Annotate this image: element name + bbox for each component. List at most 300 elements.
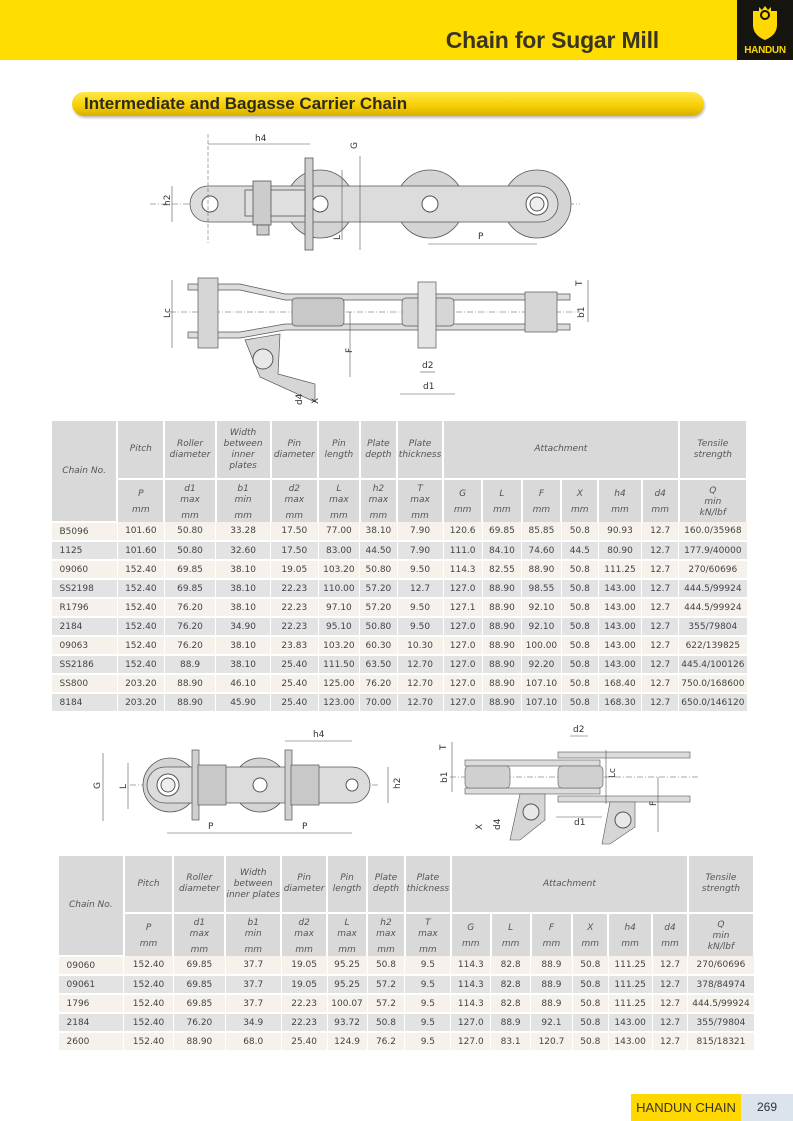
- table-cell: 143.00: [608, 1032, 652, 1051]
- table-cell: 111.25: [608, 956, 652, 975]
- table-cell: 74.60: [522, 541, 562, 560]
- col-pin-diameter: Pin diameter: [281, 856, 327, 913]
- table-cell: 9.50: [397, 617, 443, 636]
- table-cell: 12.7: [652, 956, 688, 975]
- table-cell: 84.10: [482, 541, 521, 560]
- sym-att-l: L mm: [482, 479, 521, 522]
- page-number: 269: [741, 1094, 793, 1121]
- svg-text:T: T: [439, 744, 449, 750]
- table-cell: 77.00: [318, 522, 360, 541]
- shield-gear-icon: [751, 5, 779, 41]
- table-cell: 143.00: [598, 636, 641, 655]
- table-cell: 203.20: [117, 693, 164, 712]
- table-cell: 38.10: [216, 560, 271, 579]
- table-cell: 103.20: [318, 560, 360, 579]
- table-cell: 90.93: [598, 522, 641, 541]
- header-bar: [0, 0, 737, 60]
- chain-section-view-diagram: [150, 262, 600, 410]
- col-roller-diameter: Roller diameter: [173, 856, 225, 913]
- chain-no-cell: 8184: [51, 693, 117, 712]
- table-cell: 19.05: [281, 975, 327, 994]
- col-tensile-strength: Tensile strength: [679, 421, 747, 479]
- chain-no-cell: R1796: [51, 598, 117, 617]
- table-cell: 68.0: [225, 1032, 281, 1051]
- table-cell: 50.8: [561, 655, 598, 674]
- table-cell: 19.05: [281, 956, 327, 975]
- table-cell: 355/79804: [688, 1013, 754, 1032]
- table-cell: 50.8: [561, 598, 598, 617]
- sym-t: T max mm: [397, 479, 443, 522]
- table-cell: 160.0/35968: [679, 522, 747, 541]
- table-cell: 19.05: [271, 560, 319, 579]
- table-cell: 12.7: [642, 693, 679, 712]
- svg-text:h2: h2: [393, 777, 403, 789]
- table-cell: 50.8: [561, 636, 598, 655]
- sym-att-l: L mm: [491, 913, 531, 956]
- table-cell: 12.7: [642, 522, 679, 541]
- table-cell: 10.30: [397, 636, 443, 655]
- table-cell: 88.90: [164, 693, 215, 712]
- table-cell: 152.40: [117, 617, 164, 636]
- table-cell: 69.85: [173, 994, 225, 1013]
- svg-text:G: G: [350, 142, 360, 149]
- table-cell: 50.8: [572, 1013, 608, 1032]
- table-row: [58, 1032, 754, 1051]
- chain-no-cell: 2184: [51, 617, 117, 636]
- table-cell: 270/60696: [679, 560, 747, 579]
- table-cell: 114.3: [451, 956, 491, 975]
- table-cell: 57.2: [367, 994, 405, 1013]
- table-cell: 177.9/40000: [679, 541, 747, 560]
- table-cell: 92.10: [522, 617, 562, 636]
- table-cell: 127.0: [451, 1032, 491, 1051]
- table-cell: 97.10: [318, 598, 360, 617]
- table-cell: 88.90: [173, 1032, 225, 1051]
- chain-no-cell: 1125: [51, 541, 117, 560]
- sym-q: Q min kN/lbf: [679, 479, 747, 522]
- table-cell: 82.8: [491, 994, 531, 1013]
- table-cell: 101.60: [117, 522, 164, 541]
- table-cell: 7.90: [397, 522, 443, 541]
- table-cell: 107.10: [522, 674, 562, 693]
- table-cell: 22.23: [281, 1013, 327, 1032]
- table-cell: 50.8: [561, 617, 598, 636]
- col-roller-diameter: Roller diameter: [164, 421, 215, 479]
- table-row: [51, 655, 747, 674]
- footer-brand: HANDUN CHAIN: [631, 1094, 741, 1121]
- svg-text:d4: d4: [493, 818, 503, 830]
- table-cell: 12.7: [642, 598, 679, 617]
- col-width-inner-plates: Width between inner plates: [216, 421, 271, 479]
- table-cell: 23.83: [271, 636, 319, 655]
- col-plate-thickness: Plate thickness: [397, 421, 443, 479]
- table-cell: 50.8: [561, 522, 598, 541]
- table-cell: 80.90: [598, 541, 641, 560]
- table-row: [51, 579, 747, 598]
- table-cell: 127.0: [451, 1013, 491, 1032]
- table-cell: 12.7: [642, 541, 679, 560]
- table-cell: 168.40: [598, 674, 641, 693]
- svg-text:L: L: [333, 234, 343, 240]
- sym-d2: d2 max mm: [281, 913, 327, 956]
- table-cell: 124.9: [327, 1032, 367, 1051]
- col-chain-no: Chain No.: [58, 856, 124, 956]
- table-cell: 88.90: [482, 693, 521, 712]
- col-attachment: Attachment: [451, 856, 688, 913]
- svg-text:F: F: [649, 800, 659, 806]
- table-cell: 76.20: [164, 636, 215, 655]
- col-plate-thickness: Plate thickness: [405, 856, 451, 913]
- table-cell: 76.20: [164, 598, 215, 617]
- table-cell: 50.8: [367, 956, 405, 975]
- table-cell: 12.7: [652, 975, 688, 994]
- table-cell: 22.23: [281, 994, 327, 1013]
- table-row: [51, 541, 747, 560]
- sym-d1: d1 max mm: [173, 913, 225, 956]
- table-cell: 76.20: [360, 674, 397, 693]
- table-cell: 22.23: [271, 617, 319, 636]
- table-row: [51, 636, 747, 655]
- svg-text:d1: d1: [574, 818, 586, 828]
- table-row: [51, 560, 747, 579]
- col-width-inner-plates: Width between inner plates: [225, 856, 281, 913]
- svg-text:T: T: [575, 280, 585, 286]
- table-cell: 98.55: [522, 579, 562, 598]
- svg-text:G: G: [93, 782, 103, 789]
- svg-text:h4: h4: [313, 730, 325, 740]
- table-cell: 88.9: [491, 1013, 531, 1032]
- col-chain-no: Chain No.: [51, 421, 117, 522]
- brand-logo: [737, 0, 793, 60]
- chain-no-cell: 1796: [58, 994, 124, 1013]
- table-cell: 750.0/168600: [679, 674, 747, 693]
- table-cell: 355/79804: [679, 617, 747, 636]
- table-cell: 127.0: [443, 655, 482, 674]
- table-cell: 88.90: [482, 655, 521, 674]
- table-cell: 143.00: [598, 617, 641, 636]
- table-cell: 38.10: [360, 522, 397, 541]
- table-cell: 120.6: [443, 522, 482, 541]
- sym-p: P mm: [124, 913, 174, 956]
- table-cell: 88.90: [482, 674, 521, 693]
- table-cell: 127.0: [443, 693, 482, 712]
- table-cell: 69.85: [173, 975, 225, 994]
- table-cell: 50.8: [572, 1032, 608, 1051]
- chain-no-cell: 09061: [58, 975, 124, 994]
- table-cell: 9.5: [405, 975, 451, 994]
- svg-text:d2: d2: [573, 725, 585, 735]
- table-cell: 38.10: [216, 598, 271, 617]
- chain-no-cell: 09060: [58, 956, 124, 975]
- table-cell: 100.07: [327, 994, 367, 1013]
- table-cell: 50.80: [164, 522, 215, 541]
- table-cell: 50.8: [367, 1013, 405, 1032]
- table-cell: 152.40: [124, 1013, 174, 1032]
- table-cell: 45.90: [216, 693, 271, 712]
- svg-text:b1: b1: [440, 771, 450, 783]
- table-cell: 12.7: [642, 560, 679, 579]
- table-cell: 9.50: [397, 560, 443, 579]
- chain-no-cell: 09060: [51, 560, 117, 579]
- table-cell: 50.8: [561, 674, 598, 693]
- table-cell: 127.0: [443, 579, 482, 598]
- chain-no-cell: SS800: [51, 674, 117, 693]
- svg-text:F: F: [345, 347, 355, 353]
- col-pitch: Pitch: [124, 856, 174, 913]
- chain-no-cell: 2184: [58, 1013, 124, 1032]
- col-plate-depth: Plate depth: [360, 421, 397, 479]
- sym-d4: d4 mm: [652, 913, 688, 956]
- sym-x: X mm: [572, 913, 608, 956]
- sym-h2: h2 max mm: [367, 913, 405, 956]
- table-cell: 57.20: [360, 598, 397, 617]
- svg-text:d2: d2: [422, 361, 434, 371]
- table-cell: 34.9: [225, 1013, 281, 1032]
- table-cell: 125.00: [318, 674, 360, 693]
- sym-d1: d1 max mm: [164, 479, 215, 522]
- sym-f: F mm: [531, 913, 573, 956]
- table-cell: 32.60: [216, 541, 271, 560]
- table-cell: 120.7: [531, 1032, 573, 1051]
- table-cell: 270/60696: [688, 956, 754, 975]
- table-cell: 50.8: [561, 560, 598, 579]
- table-cell: 57.2: [367, 975, 405, 994]
- table-cell: 815/18321: [688, 1032, 754, 1051]
- table-cell: 111.50: [318, 655, 360, 674]
- table-cell: 50.8: [572, 994, 608, 1013]
- table-cell: 37.7: [225, 956, 281, 975]
- col-attachment: Attachment: [443, 421, 679, 479]
- svg-text:d1: d1: [423, 382, 435, 392]
- table-cell: 114.3: [451, 975, 491, 994]
- section-title: Intermediate and Bagasse Carrier Chain: [84, 94, 408, 113]
- sym-f: F mm: [522, 479, 562, 522]
- table-cell: 110.00: [318, 579, 360, 598]
- table-cell: 37.7: [225, 975, 281, 994]
- table-cell: 12.7: [652, 1013, 688, 1032]
- table-cell: 50.8: [572, 975, 608, 994]
- table-cell: 25.40: [271, 674, 319, 693]
- sym-g: G mm: [451, 913, 491, 956]
- table-cell: 70.00: [360, 693, 397, 712]
- table-cell: 107.10: [522, 693, 562, 712]
- sym-h4: h4 mm: [608, 913, 652, 956]
- table-cell: 127.0: [443, 636, 482, 655]
- table-cell: 12.70: [397, 655, 443, 674]
- col-pin-diameter: Pin diameter: [271, 421, 319, 479]
- table-cell: 57.20: [360, 579, 397, 598]
- table-cell: 9.5: [405, 956, 451, 975]
- table-row: [51, 693, 747, 712]
- table-cell: 95.25: [327, 956, 367, 975]
- table-cell: 9.5: [405, 1032, 451, 1051]
- table-row: [58, 994, 754, 1013]
- table-cell: 88.9: [531, 956, 573, 975]
- table-cell: 50.80: [164, 541, 215, 560]
- sym-x: X mm: [561, 479, 598, 522]
- table-cell: 83.1: [491, 1032, 531, 1051]
- table-cell: 103.20: [318, 636, 360, 655]
- table-cell: 88.90: [164, 674, 215, 693]
- table-cell: 76.2: [367, 1032, 405, 1051]
- table-cell: 9.50: [397, 598, 443, 617]
- sym-b1: b1 min mm: [216, 479, 271, 522]
- col-pin-length: Pin length: [318, 421, 360, 479]
- table-cell: 50.80: [360, 560, 397, 579]
- table-cell: 60.30: [360, 636, 397, 655]
- chain-no-cell: SS2198: [51, 579, 117, 598]
- table-cell: 123.00: [318, 693, 360, 712]
- sym-l: L max mm: [327, 913, 367, 956]
- table-cell: 50.80: [360, 617, 397, 636]
- table-cell: 127.0: [443, 617, 482, 636]
- table-cell: 25.40: [281, 1032, 327, 1051]
- table-cell: 17.50: [271, 522, 319, 541]
- table-cell: 143.00: [598, 579, 641, 598]
- table-cell: 378/84974: [688, 975, 754, 994]
- sym-l: L max mm: [318, 479, 360, 522]
- table-cell: 88.90: [482, 598, 521, 617]
- table-cell: 95.10: [318, 617, 360, 636]
- table-cell: 50.8: [561, 693, 598, 712]
- svg-text:h4: h4: [255, 134, 267, 144]
- table-cell: 37.7: [225, 994, 281, 1013]
- sym-h2: h2 max mm: [360, 479, 397, 522]
- sym-q: Q min kN/lbf: [688, 913, 754, 956]
- table-cell: 88.90: [482, 617, 521, 636]
- table-cell: 111.25: [608, 994, 652, 1013]
- table-cell: 88.90: [482, 636, 521, 655]
- sym-d2: d2 max mm: [271, 479, 319, 522]
- table-cell: 9.5: [405, 1013, 451, 1032]
- table-cell: 44.50: [360, 541, 397, 560]
- table-cell: 88.9: [531, 975, 573, 994]
- table-cell: 101.60: [117, 541, 164, 560]
- col-tensile-strength: Tensile strength: [688, 856, 754, 913]
- table-cell: 88.90: [482, 579, 521, 598]
- svg-text:P: P: [208, 822, 214, 832]
- table-cell: 152.40: [124, 975, 174, 994]
- table-cell: 93.72: [327, 1013, 367, 1032]
- table-cell: 22.23: [271, 598, 319, 617]
- table-row: [58, 956, 754, 975]
- table-cell: 152.40: [117, 560, 164, 579]
- table-cell: 12.7: [652, 994, 688, 1013]
- table-cell: 34.90: [216, 617, 271, 636]
- table-cell: 114.3: [443, 560, 482, 579]
- table-cell: 12.7: [642, 636, 679, 655]
- table-cell: 82.8: [491, 956, 531, 975]
- col-plate-depth: Plate depth: [367, 856, 405, 913]
- svg-text:Lc: Lc: [608, 768, 618, 778]
- table-cell: 100.00: [522, 636, 562, 655]
- table-cell: 127.1: [443, 598, 482, 617]
- table-cell: 69.85: [164, 560, 215, 579]
- table-cell: 83.00: [318, 541, 360, 560]
- table-cell: 7.90: [397, 541, 443, 560]
- sym-b1: b1 min mm: [225, 913, 281, 956]
- table-cell: 444.5/99924: [688, 994, 754, 1013]
- table-cell: 143.00: [598, 655, 641, 674]
- table-cell: 38.10: [216, 579, 271, 598]
- table-cell: 22.23: [271, 579, 319, 598]
- table-cell: 76.20: [164, 617, 215, 636]
- svg-text:P: P: [478, 232, 484, 242]
- table-cell: 12.70: [397, 693, 443, 712]
- page-title: Chain for Sugar Mill: [445, 27, 659, 53]
- chain-front-view-diagram: [150, 128, 600, 253]
- table-cell: 9.5: [405, 994, 451, 1013]
- table-cell: 152.40: [117, 598, 164, 617]
- table-cell: 152.40: [124, 956, 174, 975]
- sym-t: T max mm: [405, 913, 451, 956]
- table-cell: 445.4/100126: [679, 655, 747, 674]
- table-cell: 92.1: [531, 1013, 573, 1032]
- table-cell: 38.10: [216, 636, 271, 655]
- table-cell: 12.70: [397, 674, 443, 693]
- table-cell: 152.40: [124, 1032, 174, 1051]
- spec-table-1: [50, 421, 748, 713]
- table-cell: 82.8: [491, 975, 531, 994]
- table-cell: 444.5/99924: [679, 598, 747, 617]
- table-cell: 38.10: [216, 655, 271, 674]
- table-cell: 92.20: [522, 655, 562, 674]
- table-cell: 88.90: [522, 560, 562, 579]
- col-pitch: Pitch: [117, 421, 164, 479]
- table-cell: 69.85: [173, 956, 225, 975]
- svg-text:Lc: Lc: [163, 308, 173, 318]
- chain-front-view-diagram-2: [80, 725, 420, 840]
- table-row: [51, 522, 747, 541]
- table-cell: 69.85: [482, 522, 521, 541]
- table-cell: 88.9: [164, 655, 215, 674]
- table-cell: 82.55: [482, 560, 521, 579]
- svg-text:L: L: [119, 783, 129, 789]
- table-cell: 152.40: [117, 579, 164, 598]
- svg-text:X: X: [475, 823, 485, 830]
- table-cell: 95.25: [327, 975, 367, 994]
- table-row: [51, 674, 747, 693]
- table-cell: 203.20: [117, 674, 164, 693]
- svg-text:d4: d4: [295, 393, 305, 405]
- table-cell: 12.7: [642, 579, 679, 598]
- svg-text:X: X: [311, 397, 321, 404]
- table-cell: 12.7: [652, 1032, 688, 1051]
- table-cell: 152.40: [124, 994, 174, 1013]
- table-cell: 12.7: [397, 579, 443, 598]
- table-row: [51, 617, 747, 636]
- table-cell: 50.8: [561, 579, 598, 598]
- table-cell: 111.25: [598, 560, 641, 579]
- table-cell: 46.10: [216, 674, 271, 693]
- svg-text:b1: b1: [577, 306, 587, 318]
- chain-section-view-diagram-2: [430, 722, 700, 847]
- sym-d4: d4 mm: [642, 479, 679, 522]
- svg-text:P: P: [302, 822, 308, 832]
- table-cell: 152.40: [117, 636, 164, 655]
- table-cell: 44.5: [561, 541, 598, 560]
- chain-no-cell: 09063: [51, 636, 117, 655]
- table-cell: 111.25: [608, 975, 652, 994]
- chain-no-cell: 2600: [58, 1032, 124, 1051]
- table-cell: 25.40: [271, 693, 319, 712]
- svg-text:h2: h2: [163, 194, 173, 206]
- table-cell: 85.85: [522, 522, 562, 541]
- table-cell: 143.00: [598, 598, 641, 617]
- sym-h4: h4 mm: [598, 479, 641, 522]
- table-cell: 12.7: [642, 655, 679, 674]
- table-cell: 152.40: [117, 655, 164, 674]
